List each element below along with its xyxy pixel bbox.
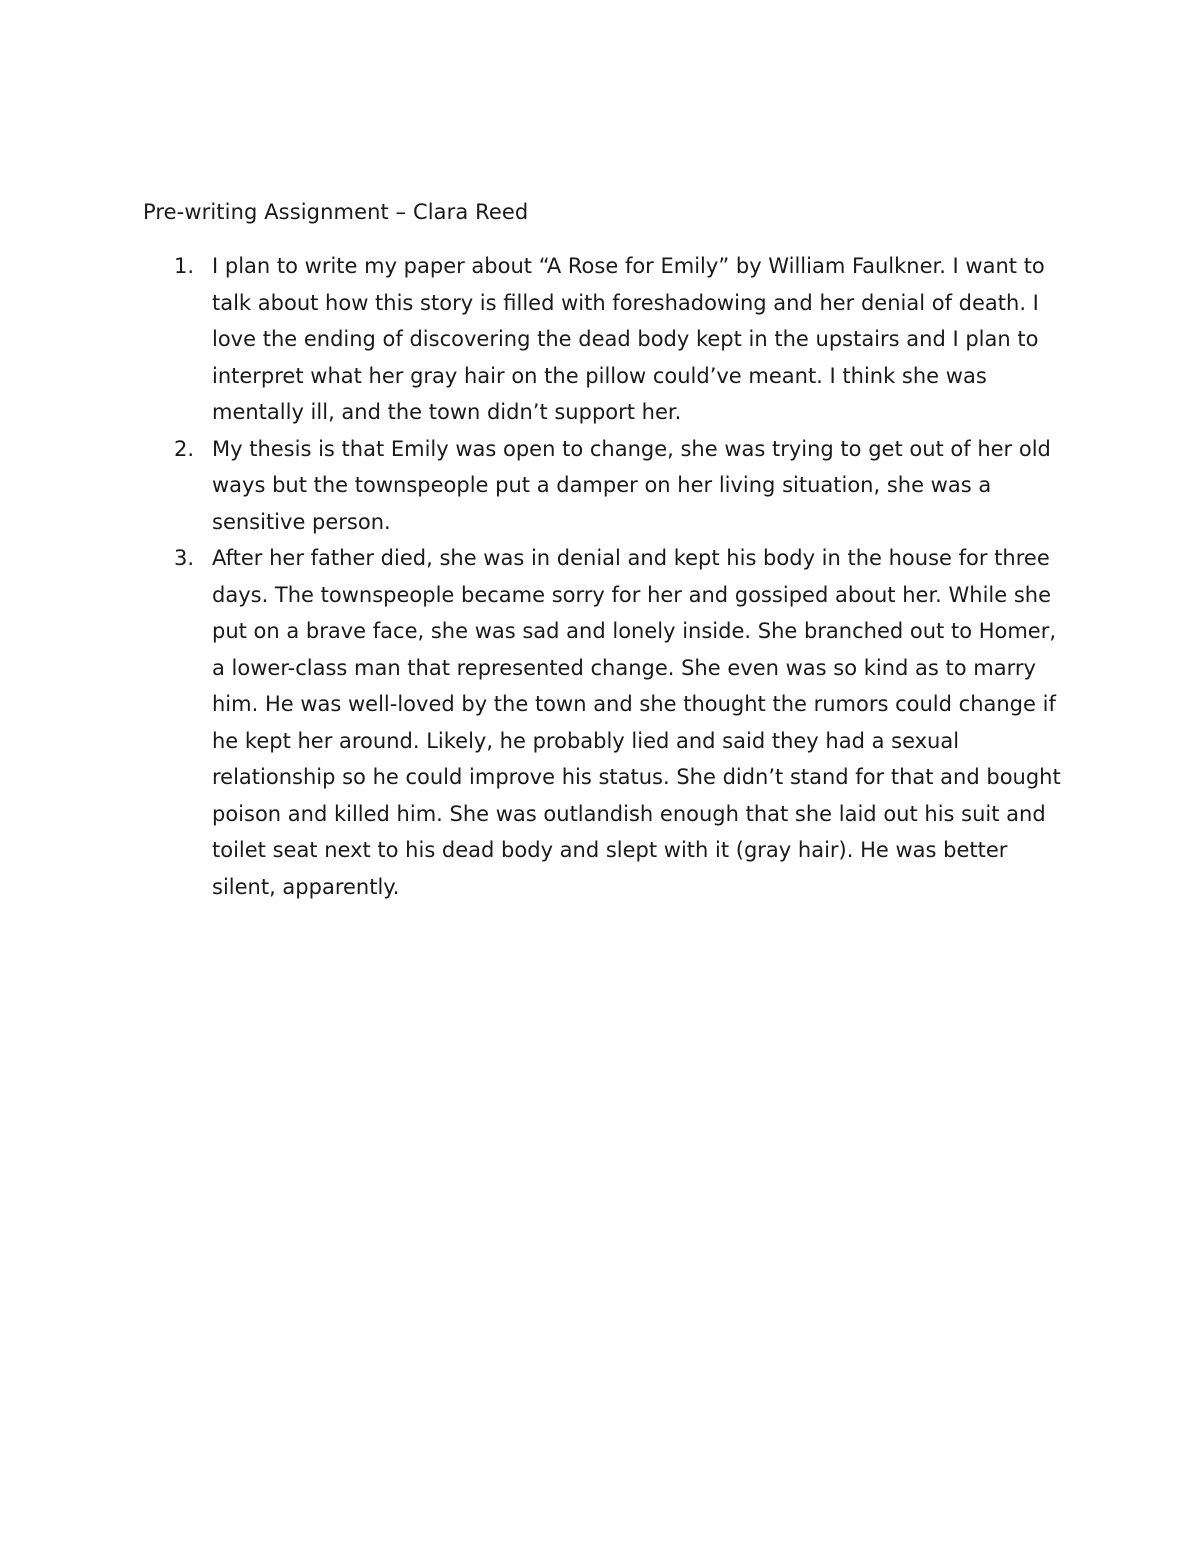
list-item-number: 2. xyxy=(174,436,195,461)
list-item-text: My thesis is that Emily was open to change, she was trying to get out of her old ways but the townspeople put a damper on her living situation, she was a sensitive person. xyxy=(212,436,1051,534)
numbered-list xyxy=(0,248,1200,905)
list-item xyxy=(0,248,1062,431)
list-item-number: 3. xyxy=(174,546,195,570)
list-item xyxy=(0,540,1062,905)
list-item-number: 1. xyxy=(174,254,195,278)
list-item xyxy=(0,431,1062,541)
list-item-text: I plan to write my paper about “A Rose for Emily” by William Faulkner. I want to talk about how this story is filled with foreshadowing and her denial of death. I love the ending of discovering the dead body kept in the upstairs and I plan to interpret what her gray hair on the pillow could’ve meant. I think she was mentally ill, and the town didn’t support her. xyxy=(212,254,1045,424)
list-item-text: After her father died, she was in denial and kept his body in the house for three days. The townspeople became sorry for her and gossiped about her. While she put on a brave face, she was sad and lonely inside. She branched out to Homer, a lower-class man that represented change. She even was so kind as to marry him. He was well-loved by the town and she thought the rumors could change if he kept her around. Likely, he probably lied and said they had a sexual relationship so he could improve his status. She didn’t stand for that and bought poison and killed him. She was outlandish enough that she laid out his suit and toilet seat next to his dead body and slept with it (gray hair). He was better silent, apparently. xyxy=(212,546,1061,899)
document-title: Pre-writing Assignment – Clara Reed xyxy=(143,200,529,224)
